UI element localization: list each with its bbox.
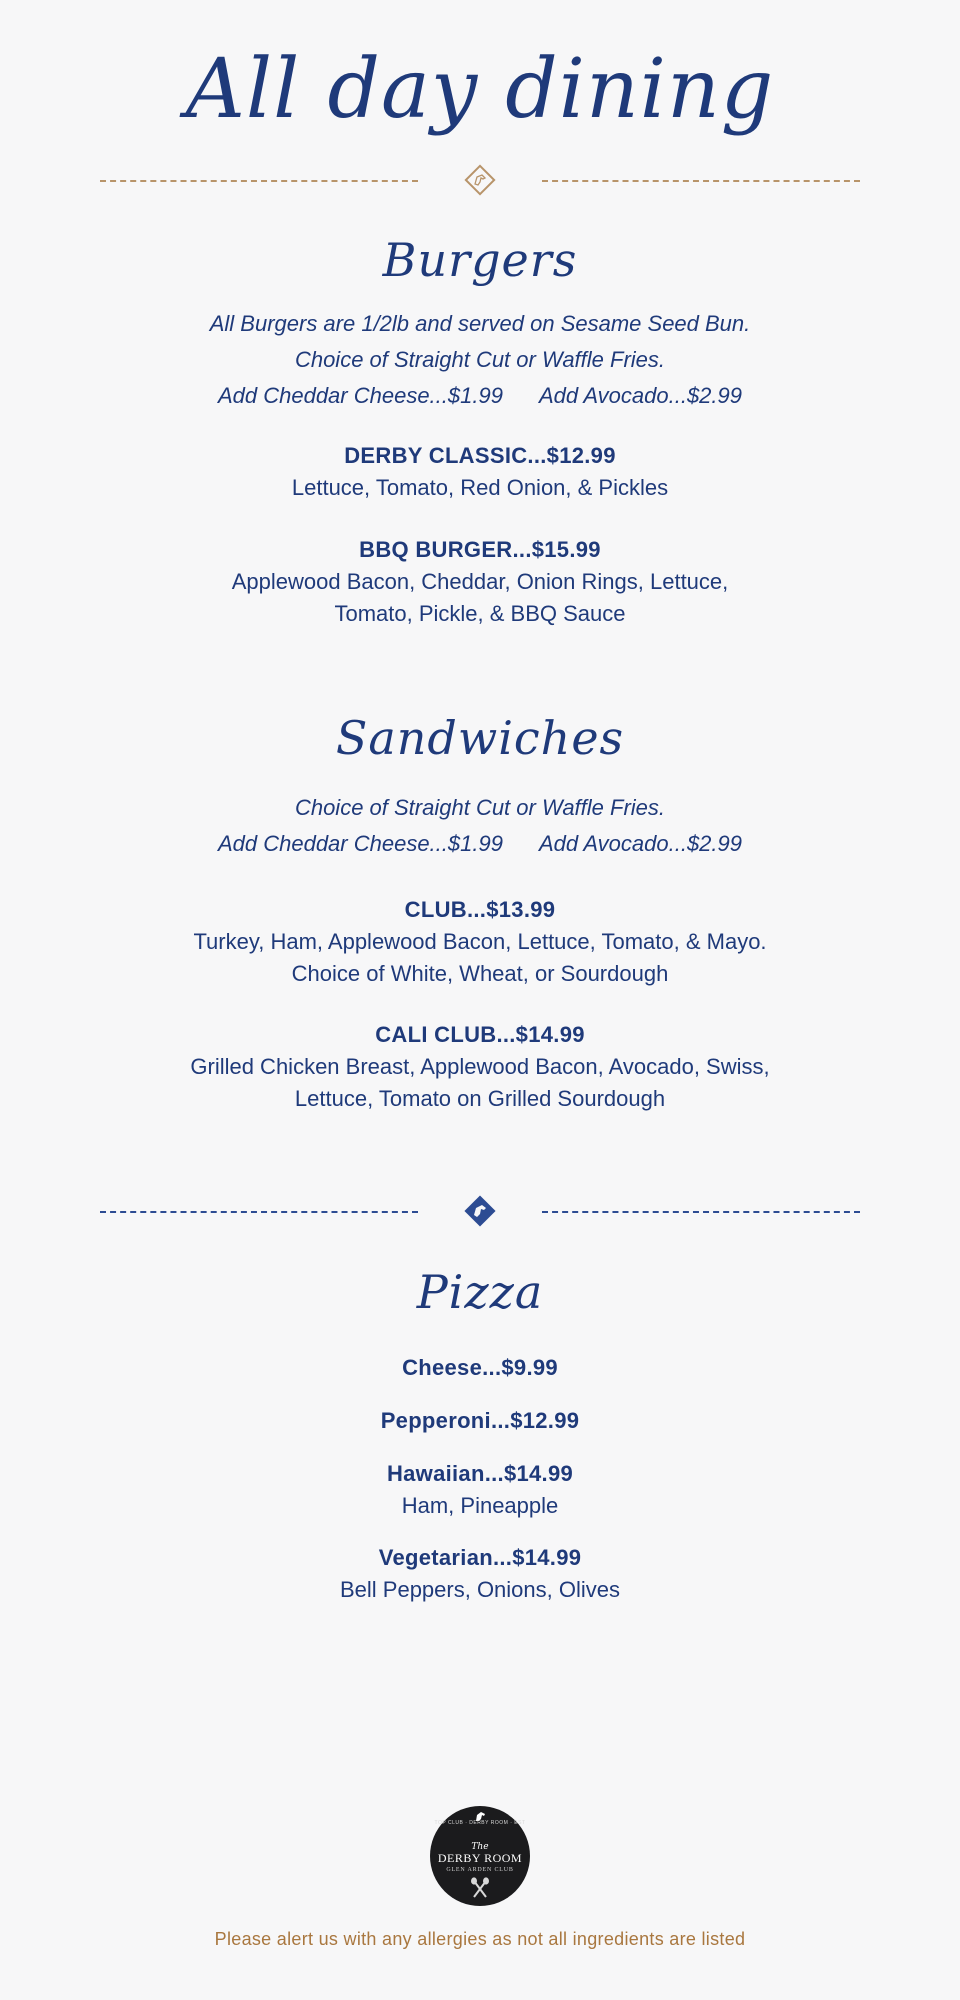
burgers-note-line1: All Burgers are 1/2lb and served on Sesame Seed Bun. <box>209 311 751 336</box>
horse-diamond-icon <box>463 1194 497 1228</box>
divider-line-left <box>100 1211 418 1213</box>
divider-line-right <box>542 180 860 182</box>
addon-avocado: Add Avocado...$2.99 <box>538 831 743 856</box>
menu-item-hawaiian-pizza <box>0 1458 960 1522</box>
sandwiches-note-line1: Choice of Straight Cut or Waffle Fries. <box>294 795 666 820</box>
crossed-spoons-icon <box>470 1877 490 1899</box>
mid-divider <box>100 1192 860 1232</box>
menu-item-bbq-burger <box>0 534 960 630</box>
item-name: Pepperoni...$12.99 <box>380 1408 580 1433</box>
item-desc: Grilled Chicken Breast, Applewood Bacon, Avocado, Swiss, <box>190 1054 770 1079</box>
divider-line-right <box>542 1211 860 1213</box>
page-title: All day dining <box>185 42 775 137</box>
item-desc: Applewood Bacon, Cheddar, Onion Rings, Lettuce, <box>231 569 729 594</box>
logo-name: DERBY ROOM <box>437 1851 523 1865</box>
addon-avocado: Add Avocado...$2.99 <box>538 383 743 408</box>
top-divider <box>100 161 860 201</box>
item-desc: Lettuce, Tomato, Red Onion, & Pickles <box>291 475 669 500</box>
logo-top-text: TOP CLUB · DERBY ROOM · EST <box>434 1820 526 1826</box>
section-title-sandwiches: Sandwiches <box>335 711 625 765</box>
item-desc-line2: Lettuce, Tomato on Grilled Sourdough <box>294 1086 666 1111</box>
item-desc: Turkey, Ham, Applewood Bacon, Lettuce, Tomato, & Mayo. <box>193 929 767 954</box>
menu-item-club <box>0 894 960 990</box>
derby-room-logo <box>430 1806 530 1906</box>
horse-diamond-icon <box>463 163 497 197</box>
item-desc: Bell Peppers, Onions, Olives <box>339 1577 621 1602</box>
logo-the: The <box>471 1842 489 1852</box>
menu-item-derby-classic <box>0 440 960 504</box>
item-name: CALI CLUB...$14.99 <box>375 1022 585 1047</box>
allergy-notice: Please alert us with any allergies as not all ingredients are listed <box>214 1929 746 1949</box>
burgers-note-line2: Choice of Straight Cut or Waffle Fries. <box>294 347 666 372</box>
menu-item-vegetarian-pizza <box>0 1542 960 1606</box>
menu-item-cali-club <box>0 1019 960 1115</box>
logo-sub: GLEN ARDEN CLUB <box>446 1867 514 1873</box>
menu-item-pepperoni-pizza <box>0 1405 960 1437</box>
item-name: Vegetarian...$14.99 <box>378 1545 582 1570</box>
divider-line-left <box>100 180 418 182</box>
addon-cheese: Add Cheddar Cheese...$1.99 <box>217 831 503 856</box>
item-desc-line2: Choice of White, Wheat, or Sourdough <box>291 961 669 986</box>
item-desc: Ham, Pineapple <box>401 1493 559 1518</box>
burgers-addons <box>0 378 960 414</box>
section-title-burgers: Burgers <box>382 233 578 287</box>
addon-cheese: Add Cheddar Cheese...$1.99 <box>217 383 503 408</box>
item-name: Hawaiian...$14.99 <box>386 1461 574 1486</box>
item-desc-line2: Tomato, Pickle, & BBQ Sauce <box>334 601 626 626</box>
item-name: Cheese...$9.99 <box>402 1355 558 1380</box>
sandwiches-addons <box>0 826 960 862</box>
menu-item-cheese-pizza <box>0 1352 960 1384</box>
item-name: CLUB...$13.99 <box>404 897 556 922</box>
item-name: DERBY CLASSIC...$12.99 <box>344 443 616 468</box>
item-name: BBQ BURGER...$15.99 <box>359 537 601 562</box>
section-title-pizza: Pizza <box>416 1265 544 1319</box>
